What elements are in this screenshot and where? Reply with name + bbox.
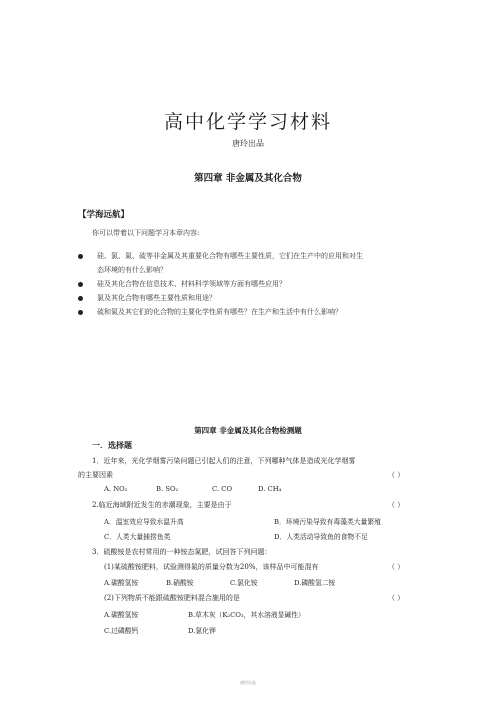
bullet-text: 硅、氯、氮、硫等非金属及其重要化合物有哪些主要性质，它们在生产中的应用和对生: [97, 252, 363, 260]
document-title: 高中化学学习材料: [163, 111, 332, 133]
question-3: 3．硫酸铵是农村常用的一种铵态氮肥，试回答下列问题：: [92, 548, 272, 556]
option: B. SO₂: [156, 485, 179, 493]
answer-paren: （ ）: [388, 594, 405, 602]
study-intro: 你可以带着以下问题学习本章内容:: [92, 229, 200, 237]
author-line: 唐玲出品: [232, 139, 264, 148]
option: C. CO: [212, 485, 233, 493]
bullet-dot-icon: [78, 282, 83, 287]
option: A.碳酸氢铵: [104, 611, 139, 619]
question-3-1: (1)某硫酸铵肥料，试验测得氮的质量分数为20%，该样品中可能混有: [104, 563, 319, 571]
bullet-text: 氯及其化合物有哪些主要性质和用途？: [97, 294, 216, 302]
bullet-dot-icon: [78, 296, 83, 301]
bullet-dot-icon: [78, 310, 83, 315]
option: B.硝酸铵: [166, 579, 194, 587]
bullet-text: 硫和氮及其它们的化合物的主要化学性质有哪些？在生产和生活中有什么影响？: [97, 308, 342, 316]
option: D.氯化钾: [188, 627, 216, 635]
page-footer: 唐玲出品: [240, 680, 256, 685]
option: B.草木灰（K₂CO₃，其水溶液显碱性）: [188, 611, 305, 619]
option: C.过磷酸钙: [104, 627, 139, 635]
study-bullet: [78, 307, 342, 317]
chapter-title: 第四章 非金属及其化合物: [194, 173, 302, 184]
answer-paren: （ ）: [388, 501, 405, 509]
question-3-2: (2)下列物质不能跟硫酸铵肥料混合施用的是: [104, 594, 240, 602]
option: A.碳酸氢铵: [104, 579, 139, 587]
bullet-continuation: 态环境的有什么影响？: [97, 266, 167, 274]
question-1-line2: 的主要因素: [78, 471, 113, 479]
answer-paren: （ ）: [388, 563, 405, 571]
section-heading: 一．选择题: [92, 440, 132, 450]
option: C．人类大量捕捞鱼类: [104, 533, 171, 541]
test-title: 第四章 非金属及其化合物检测题: [194, 426, 302, 435]
option: B．环境污染导致有毒藻类大量繁殖: [274, 518, 381, 526]
option: D. CH₄: [258, 485, 282, 493]
option: D.磷酸氢二铵: [294, 579, 336, 587]
bullet-dot-icon: [78, 254, 83, 259]
option: C.氯化铵: [230, 579, 258, 587]
study-bullet: [78, 279, 286, 289]
option: A．温室效应导致水温升高: [104, 518, 184, 526]
answer-paren: （ ）: [388, 471, 405, 479]
question-1-line1: 1．近年来，光化学烟雾污染问题已引起人们的注意，下列哪种气体是造成光化学烟雾: [92, 457, 356, 465]
option: D．人类活动导致鱼的食物不足: [274, 533, 368, 541]
study-bullet: [78, 293, 216, 303]
option: A. NO₂: [104, 485, 128, 493]
bullet-text: 硅及其化合物在信息技术、材料科学领域等方面有哪些应用？: [97, 280, 286, 288]
study-heading: 【学海远航】: [78, 210, 130, 220]
study-bullet: [78, 251, 363, 261]
question-2: 2.临近海域附近发生的赤潮现象，主要是由于: [92, 501, 232, 509]
